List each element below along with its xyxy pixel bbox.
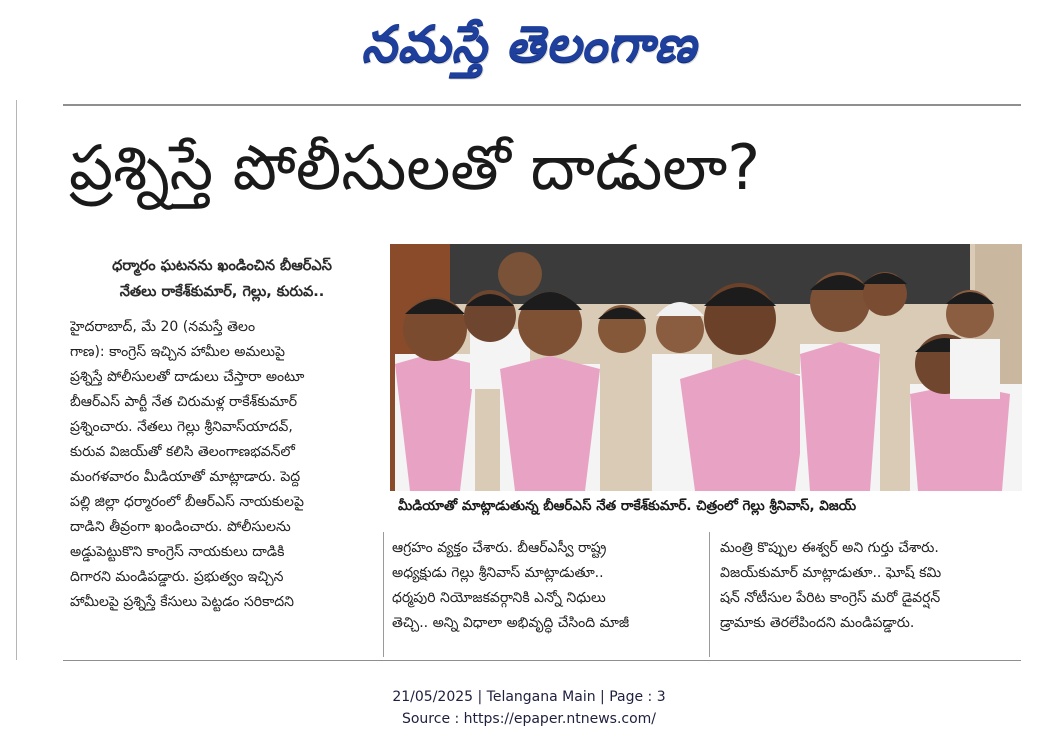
article-line: ప్రశ్నించారు. నేతలు గెల్లు శ్రీనివాస్‌యాదవ్‌, — [70, 419, 293, 435]
article-line: గాణ): కాంగ్రెస్‌ ఇచ్చిన హామీల అమలుపై — [70, 344, 285, 360]
article-line: మంత్రి కొప్పుల ఈశ్వర్‌ అని గుర్తు చేశారు. — [720, 540, 939, 556]
deck — [66, 253, 378, 305]
article-line: షన్‌ నోటీసుల పేరిట కాంగ్రెస్‌ మరో డైవర్షన్‌ — [720, 590, 941, 606]
article-line: పల్లి జిల్లా ధర్మారంలో బీఆర్‌ఎస్‌ నాయకులపై — [70, 494, 304, 510]
headline: ప్రశ్నిస్తే పోలీసులతో దాడులా? — [69, 131, 761, 204]
deck-line: ధర్మారం ఘటనను ఖండించిన బీఆర్‌ఎస్ — [112, 258, 332, 274]
article-line: హైదరాబాద్‌, మే 20 (నమస్తే తెలం — [70, 319, 256, 335]
column-rule — [709, 532, 710, 657]
bottom-rule — [63, 660, 1021, 661]
article-line: అడ్డుపెట్టుకొని కాంగ్రెస్‌ నాయకులు దాడికి — [70, 544, 285, 560]
article-line: డ్రామాకు తెరలేపిందని మండిపడ్డారు. — [720, 615, 915, 631]
article-line: దాడిని తీవ్రంగా ఖండించారు. పోలీసులను — [70, 519, 291, 535]
article-column-1 — [70, 315, 375, 615]
source-link[interactable]: Source : https://epaper.ntnews.com/ — [401, 711, 657, 727]
article-line: ప్రశ్నిస్తే పోలీసులతో దాడులు చేస్తారా అంటూ — [70, 369, 305, 385]
article-line: తెచ్చి.. అన్ని విధాలా అభివృద్ధి చేసింది మాజీ — [392, 615, 630, 631]
page-footer — [0, 686, 1058, 730]
article-column-3 — [720, 536, 1020, 636]
article-line: హామీలపై ప్రశ్నిస్తే కేసులు పెట్టడం సరికాదని — [70, 594, 294, 610]
article-line: కురువ విజయ్‌తో కలిసి తెలంగాణభవన్‌లో — [70, 444, 295, 460]
article-line: బీఆర్‌ఎస్‌ పార్టీ నేత చిరుమళ్ల రాకేశ్‌కుమార్‌ — [70, 394, 298, 410]
article-line: ధర్మపురి నియోజకవర్గానికి ఎన్నో నిధులు — [392, 590, 606, 606]
article-line: మంగళవారం మీడియాతో మాట్లాడారు. పెద్ద — [70, 469, 301, 485]
column-rule — [383, 532, 384, 657]
edition-info: 21/05/2025 | Telangana Main | Page : 3 — [392, 689, 666, 705]
masthead — [0, 4, 1058, 84]
top-rule — [63, 104, 1021, 106]
article-line: ఆగ్రహం వ్యక్తం చేశారు. బీఆర్‌ఎస్వీ రాష్ట్ర — [392, 540, 607, 556]
masthead-logo: నమస్తే తెలంగాణ — [361, 15, 697, 73]
news-photo — [390, 244, 1022, 491]
photo-illustration — [390, 244, 1022, 491]
photo-caption: మీడియాతో మాట్లాడుతున్న బీఆర్‌ఎస్‌ నేత రాకేశ్‌కుమార్‌. చిత్రంలో గెల్లు శ్రీనివాస్‌, విజయ్‌ — [390, 491, 1022, 521]
article-line: విజయ్‌కుమార్‌ మాట్లాడుతూ.. ఘోష్‌ కమి — [720, 565, 942, 581]
deck-line: నేతలు రాకేశ్‌కుమార్‌, గెల్లు, కురువ.. — [119, 284, 325, 300]
article-line: అధ్యక్షుడు గెల్లు శ్రీనివాస్‌ మాట్లాడుతూ.. — [392, 565, 604, 581]
article-line: దిగారని మండిపడ్డారు. ప్రభుత్వం ఇచ్చిన — [70, 569, 284, 585]
margin-rule — [16, 100, 17, 660]
article-column-2 — [392, 536, 704, 636]
